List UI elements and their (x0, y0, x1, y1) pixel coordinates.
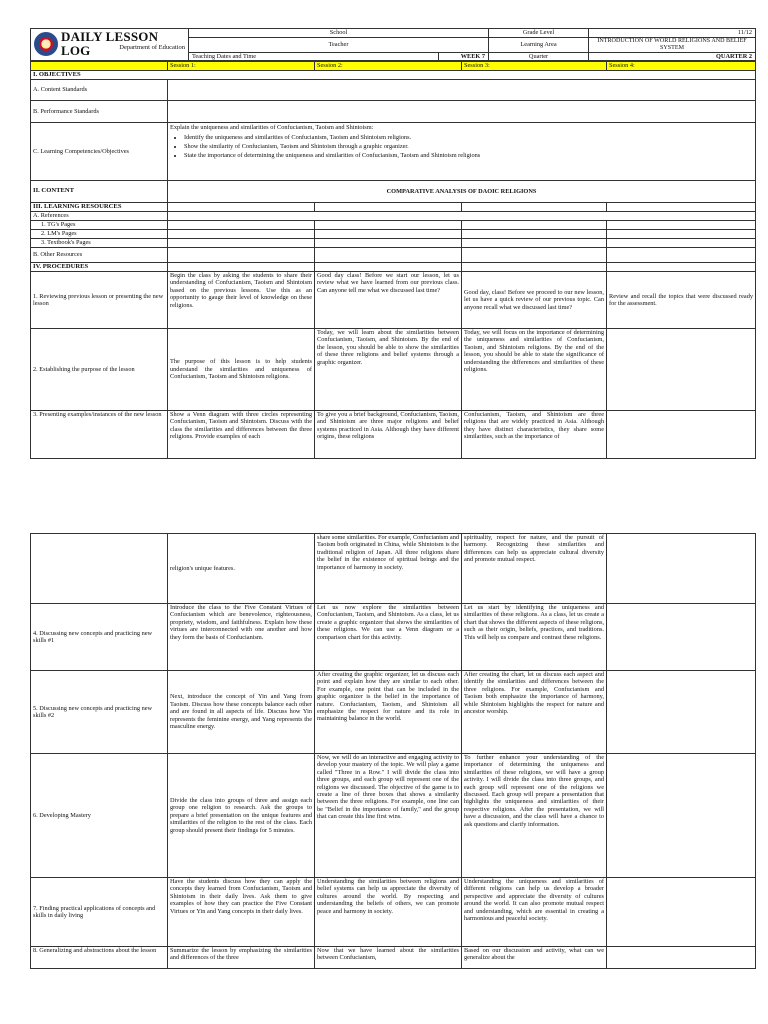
procedures-heading: IV. PROCEDURES (31, 262, 168, 271)
learning-area-label: Learning Area (489, 37, 589, 52)
session-4-header: Session 4: (607, 62, 756, 71)
cell (607, 230, 756, 239)
procedure-row (31, 534, 756, 604)
quarter-value: QUARTER 2 (589, 52, 756, 61)
other-resources-label: B. Other Resources (31, 247, 168, 262)
session-3-text: To further enhance your understanding of the importance of determining the uniqueness and similarities of these religions, we will have a group activity. I will divide the class into three groups, and each group will represent one of the religions we discussed. Each group will prepare a presentation that highlights the uniqueness and similarities of their respective religions. After the presentation, we will have a discussion, and the class will have a chance to ask questions and clarify information. (462, 754, 607, 878)
session-3-text: Good day, class! Before we proceed to our new lesson, let us have a quick review of our previous topic. Can anyone recall what we discussed last time? (462, 272, 607, 329)
session-1-text: Summarize the lesson by emphasizing the similarities and differences of the three (168, 947, 315, 969)
session-3-text: spirituality, respect for nature, and the pursuit of harmony. Recognizing these similarities and differences can help us appreciate cultural diversity and promote mutual respect. (462, 534, 607, 604)
objective-item: • Show the similarity of Confucianism, Taoism and Shintoism through a graphic organizer. (184, 143, 753, 151)
deped-seal-icon (34, 32, 58, 56)
session-1-text: Next, introduce the concept of Yin and Yang from Taoism. Discuss how these concepts balance each other and are found in all aspects of life. Discuss how Yin represents the feminine energy, and Yang represents the masculine energy. (168, 671, 315, 754)
session-3-text: Based on our discussion and activity, what can we generalize about the (462, 947, 607, 969)
grade-level-label: Grade Level (489, 29, 589, 38)
cell (168, 247, 315, 262)
session-2-text: Good day class! Before we start our lesson, let us review what we have learned from our previous class. Can anyone tell me what we discussed last time? (315, 272, 462, 329)
cell (168, 203, 315, 212)
cell (315, 230, 462, 239)
resources-heading: III. LEARNING RESOURCES (31, 203, 168, 212)
procedure-label: 5. Discussing new concepts and practicing new skills #2 (31, 671, 168, 754)
header-table (30, 28, 756, 61)
session-4-text (607, 671, 756, 754)
session-1-text: Begin the class by asking the students to share their understanding of Confucianism, Taoism and Shintoism based on the previous lessons. Use this as an opportunity to gauge their level of knowledge on these religions. (168, 272, 315, 329)
procedure-row (31, 272, 756, 329)
cell (315, 221, 462, 230)
learning-area-value: INTRODUCTION OF WORLD RELIGIONS AND BELIEF SYSTEM (589, 37, 756, 52)
lesson-log-page-1 (30, 28, 755, 459)
session-3-text: Let us start by identifying the uniqueness and similarities of these religions. As a class, let us create a chart that shows the different aspects of these religions, such as their origin, beliefs, practices, and traditions. This will help us compare and contrast these religions. (462, 604, 607, 671)
procedure-row (31, 671, 756, 754)
teacher-label: Teacher (189, 37, 489, 52)
cell (462, 247, 607, 262)
session-1-text: Divide the class into groups of three and assign each group one religion to research. Ask the groups to prepare a brief presentation on the unique features and similarities of the religion to the rest of the class. Each group should present their findings for 5 minutes. (168, 754, 315, 878)
cell (315, 203, 462, 212)
grade-level-value: 11/12 (589, 29, 756, 38)
session-1-text: Have the students discuss how they can apply the concepts they learned from Confucianism, Taoism and Shintoism in their daily lives. Ask them to give examples of how they can practice the Five Constant Virtues or Yin and Yang concepts in their daily lives. (168, 878, 315, 947)
cell (607, 203, 756, 212)
procedure-label: 7. Finding practical applications of concepts and skills in daily living (31, 878, 168, 947)
cell (462, 203, 607, 212)
references-label: A. References (31, 212, 168, 221)
procedure-row (31, 411, 756, 459)
procedure-row (31, 754, 756, 878)
procedure-row (31, 878, 756, 947)
session-3-header: Session 3: (462, 62, 607, 71)
content-standards-value (168, 80, 756, 101)
cell (462, 221, 607, 230)
procedure-label: 6. Developing Mastery (31, 754, 168, 878)
objectives-list (170, 134, 753, 160)
department-name: Department of Education (119, 44, 185, 51)
teaching-dates-label: Teaching Dates and Time (189, 52, 439, 61)
competencies-label: C. Learning Competencies/Objectives (31, 123, 168, 181)
week-value: WEEK 7 (439, 52, 489, 61)
session-4-text (607, 329, 756, 411)
objectives-heading: I. OBJECTIVES (31, 70, 756, 79)
session-1-text: Show a Venn diagram with three circles representing Confucianism, Taoism and Shintoism. Discuss with the class the similarities and differences between the three religions. Provide examples of each (168, 411, 315, 459)
session-4-text (607, 878, 756, 947)
session-3-text: Today, we will focus on the importance of determining the uniqueness and similarities of Confucianism, Taoism, and Shintoism religions. By the end of the lesson, you should be able to state the significance of understanding the differences and similarities of these religions. (462, 329, 607, 411)
cell (168, 238, 315, 247)
header-logo-cell (31, 29, 189, 61)
lesson-log-page-2 (30, 533, 755, 969)
content-standards-label: A. Content Standards (31, 80, 168, 101)
procedure-label: 2. Establishing the purpose of the lesson (31, 329, 168, 411)
session-2-text: Understanding the similarities between religions and belief systems can help us appreciate the diversity of cultures around the world. By respecting and understanding the beliefs of others, we can promote peace and harmony in society. (315, 878, 462, 947)
session-1-text: Introduce the class to the Five Constant Virtues of Confucianism which are benevolence, righteousness, propriety, wisdom, and faithfulness. Explain how these virtues are interconnected with one another and how they form the basis of Confucianism. (168, 604, 315, 671)
cell (168, 230, 315, 239)
session-header-blank (31, 62, 168, 71)
page-title: DAILY LESSON LOG (61, 29, 159, 58)
session-2-text: After creating the graphic organizer, let us discuss each point and explain how they are similar to each other. For example, one point that can be included in the graphic organizer is the belief in the importance of nature. Confucianism, Taoism, and Shintoism all emphasize the respect for nature and its role in maintaining balance in the world. (315, 671, 462, 754)
objective-item: • State the importance of determining the uniqueness and similarities of Confucianism, Taoism and Shintoism religions (184, 152, 753, 160)
session-4-text (607, 534, 756, 604)
cell (168, 221, 315, 230)
session-2-text: Now, we will do an interactive and engaging activity to develop your mastery of the topic. We will play a game called "Three in a Row." I will divide the class into three groups, and each group will represent one of the religions we discussed. The objective of the game is to create a line of three boxes that shows a similarity between the three religions. For example, one line can be "Belief in the importance of family," and the group that can create this line first wins. (315, 754, 462, 878)
procedure-row (31, 329, 756, 411)
tg-pages-label: 1. TG's Pages (31, 221, 168, 230)
cell (462, 238, 607, 247)
cell (462, 262, 607, 271)
procedure-row (31, 604, 756, 671)
session-1-text: religion's unique features. (168, 534, 315, 604)
session-1-header: Session 1: (168, 62, 315, 71)
lm-pages-label: 2. LM's Pages (31, 230, 168, 239)
procedure-label: 4. Discussing new concepts and practicing new skills #1 (31, 604, 168, 671)
lesson-table (30, 61, 756, 459)
performance-standards-label: B. Performance Standards (31, 101, 168, 123)
performance-standards-value (168, 101, 756, 123)
lesson-table-continued (30, 533, 756, 969)
cell (168, 262, 315, 271)
procedure-row (31, 947, 756, 969)
cell (607, 262, 756, 271)
cell (315, 238, 462, 247)
session-2-text: Now that we have learned about the similarities between Confucianism, (315, 947, 462, 969)
session-3-text: After creating the chart, let us discuss each aspect and identify the similarities and differences between the three religions. For example, Confucianism and Taoism both emphasize the importance of harmony, while Shintoism highlights the respect for nature and ancestor worship. (462, 671, 607, 754)
school-label: School (189, 29, 489, 38)
competencies-value (168, 123, 756, 181)
content-heading: II. CONTENT (31, 181, 168, 203)
session-4-text (607, 411, 756, 459)
procedure-label: 8. Generalizing and abstractions about the lesson (31, 947, 168, 969)
procedure-label: 1. Reviewing previous lesson or presenting the new lesson (31, 272, 168, 329)
session-2-text: Let us now explore the similarities between Confucianism, Taoism, and Shintoism. As a class, let us create a graphic organizer that shows the similarities of these religions. We can use a Venn diagram or a comparison chart for this activity. (315, 604, 462, 671)
cell (315, 262, 462, 271)
session-2-text: To give you a brief background, Confucianism, Taoism, and Shintoism are three major religions and belief systems practiced in Asia. Although they have different origins, these religions (315, 411, 462, 459)
cell (607, 247, 756, 262)
session-4-text (607, 604, 756, 671)
session-4-text (607, 754, 756, 878)
objective-item: • Identify the uniqueness and similarities of Confucianism, Taoism and Shintoism religions. (184, 134, 753, 142)
quarter-label: Quarter (489, 52, 589, 61)
procedure-label (31, 534, 168, 604)
content-title: COMPARATIVE ANALYSIS OF DAOIC RELIGIONS (168, 181, 756, 203)
cell (315, 247, 462, 262)
session-3-text: Confucianism, Taoism, and Shintoism are three religions that are widely practiced in Asia. Although they have distinct characteristics, they share some similarities, such as the importance of (462, 411, 607, 459)
cell (462, 230, 607, 239)
session-4-text (607, 947, 756, 969)
cell (607, 238, 756, 247)
cell (168, 212, 756, 221)
competencies-intro: Explain the uniqueness and similarities of Confucianism, Taoism and Shintoism: (170, 124, 374, 132)
session-2-text: Today, we will learn about the similarities between Confucianism, Taoism, and Shintoism. By the end of the lesson, you should be able to show the similarities of these three religions and belief systems through a graphic organizer. (315, 329, 462, 411)
session-3-text: Understanding the uniqueness and similarities of different religions can help us develop a broader perspective and appreciate the diversity of cultures around the world. It can also promote mutual respect and understanding, which are essential in creating a harmonious and peaceful society. (462, 878, 607, 947)
session-2-text: share some similarities. For example, Confucianism and Taoism both originated in China, while Shintoism is the traditional religion of Japan. All three religions share the belief in the existence of spiritual beings and the importance of harmony in society. (315, 534, 462, 604)
session-4-text: Review and recall the topics that were discussed ready for the assessment. (607, 272, 756, 329)
procedure-label: 3. Presenting examples/instances of the new lesson (31, 411, 168, 459)
session-2-header: Session 2: (315, 62, 462, 71)
session-1-text: The purpose of this lesson is to help students understand the similarities and uniqueness of Confucianism, Taoism and Shintoism religions. (168, 329, 315, 411)
textbook-pages-label: 3. Textbook's Pages (31, 238, 168, 247)
cell (607, 221, 756, 230)
